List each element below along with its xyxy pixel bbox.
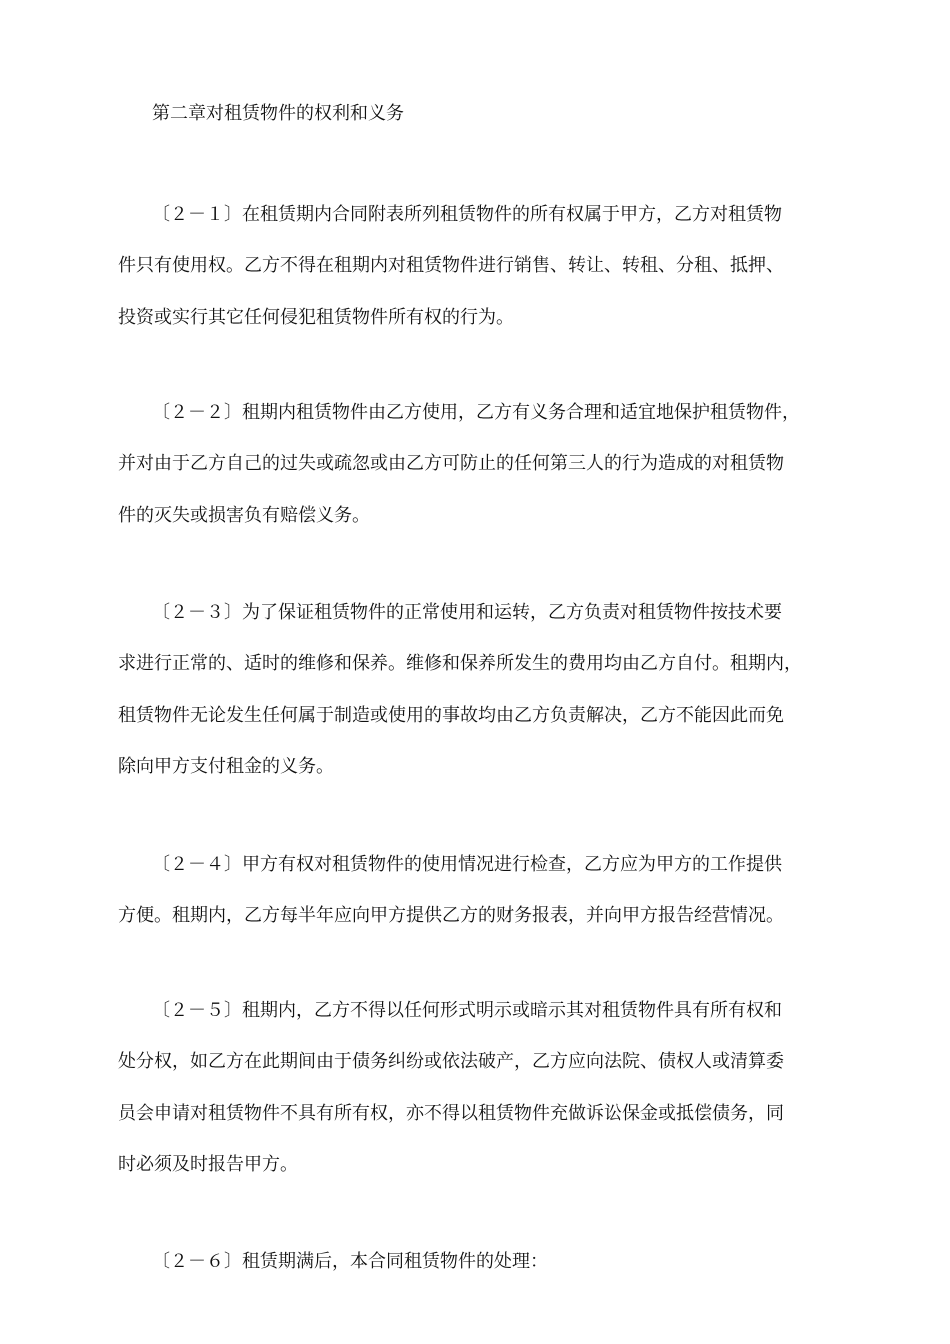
clause-2-6 <box>118 1249 838 1300</box>
clause-line: 求进行正常的、适时的维修和保养。维修和保养所发生的费用均由乙方自付。租期内， <box>118 653 802 675</box>
clause-line: 〔２－４〕甲方有权对租赁物件的使用情况进行检查，乙方应为甲方的工作提供 <box>152 854 782 875</box>
clause-2-1 <box>118 202 838 356</box>
clause-2-4 <box>118 852 838 955</box>
clause-line: 员会申请对租赁物件不具有所有权，亦不得以租赁物件充做诉讼保金或抵偿债务，同 <box>118 1102 784 1124</box>
clause-line: 并对由于乙方自己的过失或疏忽或由乙方可防止的任何第三人的行为造成的对租赁物 <box>118 453 784 475</box>
clause-line: 〔２－６〕租赁期满后，本合同租赁物件的处理： <box>152 1251 548 1272</box>
clause-line: 方便。租期内，乙方每半年应向甲方提供乙方的财务报表，并向甲方报告经营情况。 <box>118 905 784 927</box>
clause-line: 件只有使用权。乙方不得在租期内对租赁物件进行销售、转让、转租、分租、抵押、 <box>118 255 784 277</box>
clause-line: 投资或实行其它任何侵犯租赁物件所有权的行为。 <box>118 306 514 328</box>
clause-2-2 <box>118 400 838 554</box>
clause-line: 除向甲方支付租金的义务。 <box>118 755 334 777</box>
clause-line: 〔２－１〕在租赁期内合同附表所列租赁物件的所有权属于甲方，乙方对租赁物 <box>152 204 782 225</box>
clause-line: 〔２－３〕为了保证租赁物件的正常使用和运转，乙方负责对租赁物件按技术要 <box>152 602 782 623</box>
clause-line: 件的灭失或损害负有赔偿义务。 <box>118 504 370 526</box>
clause-line: 时必须及时报告甲方。 <box>118 1153 298 1175</box>
clause-2-5 <box>118 998 838 1203</box>
clause-2-3 <box>118 600 838 805</box>
clause-line: 处分权，如乙方在此期间由于债务纠纷或依法破产，乙方应向法院、债权人或清算委 <box>118 1051 784 1073</box>
clause-line: 〔２－５〕租期内，乙方不得以任何形式明示或暗示其对租赁物件具有所有权和 <box>152 1000 782 1021</box>
clause-line: 〔２－２〕租期内租赁物件由乙方使用，乙方有义务合理和适宜地保护租赁物件， <box>152 402 800 423</box>
clause-line: 租赁物件无论发生任何属于制造或使用的事故均由乙方负责解决，乙方不能因此而免 <box>118 704 784 726</box>
chapter-heading: 第二章对租赁物件的权利和义务 <box>152 103 404 124</box>
